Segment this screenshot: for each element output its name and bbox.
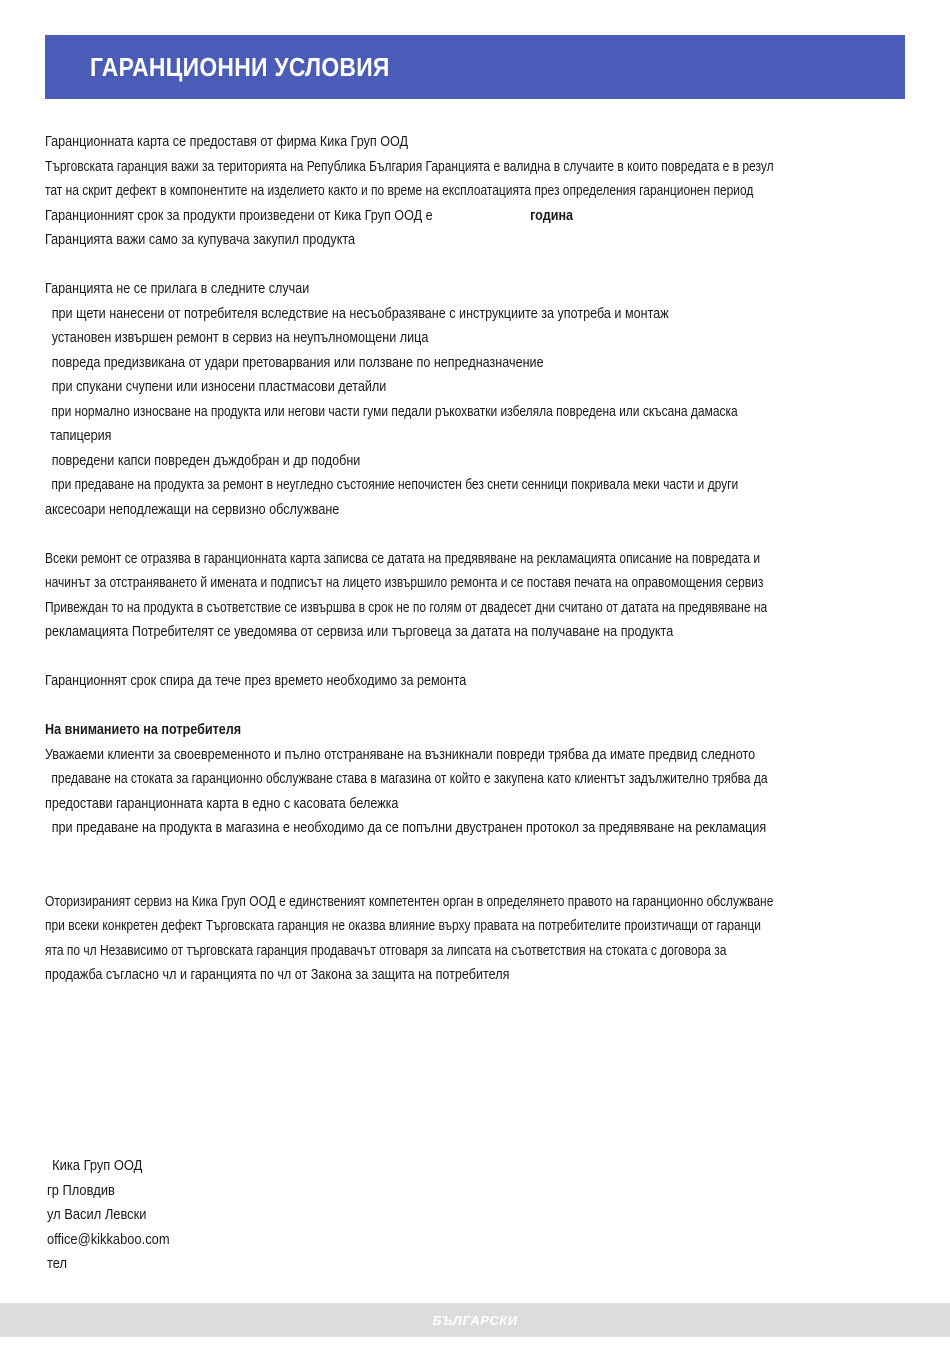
exclusion-item: при предаване на продукта за ремонт в неугледно състояние непочистен без снети сенници покривала меки части и други bbox=[51, 476, 739, 493]
repairs-line: Привеждан то на продукта в съответствие се извършва в срок не по голям от двадесет дни считано от датата на предявяване на bbox=[45, 598, 768, 616]
exclusion-item: аксесоари неподлежащи на сервизно обслужване bbox=[45, 500, 340, 518]
attention-line: при предаване на продукта в магазина е необходимо да се попълни двустранен протокол за предявяване на рекламация bbox=[51, 819, 767, 836]
exclusion-item: повредени капси повреден дъждобран и др подобни bbox=[51, 451, 361, 469]
repairs-line: рекламацията Потребителят се уведомява от сервиза или търговеца за датата на получаване на продукта bbox=[45, 623, 674, 640]
attention-line: Уважаеми клиенти за своевременното и пълно отстраняване на възникнали повреди трябва да имате предвид следното bbox=[45, 745, 756, 763]
attention-heading: На вниманието на потребителя bbox=[45, 721, 242, 738]
company-phone: тел bbox=[47, 1255, 68, 1272]
company-street: ул Васил Левски bbox=[47, 1206, 147, 1223]
intro-line: Търговската гаранция важи за територията на Република България Гаранцията е валидна в случаите в които повредата е в резул bbox=[45, 157, 774, 175]
company-email[interactable]: office@kikkaboo.com bbox=[47, 1230, 170, 1248]
exclusion-item: при спукани счупени или износени пластмасови детайли bbox=[51, 378, 387, 395]
warranty-period-line bbox=[45, 204, 767, 229]
service-line: ята по чл Независимо от търговската гаранция продавачът отговаря за липсата на съответствия на стоката с договора за bbox=[45, 941, 727, 959]
intro-line: Гаранционната карта се предоставя от фирма Кика Груп ООД bbox=[45, 133, 409, 150]
period-stop-line: Гаранционнят срок спира да тече през времето необходимо за ремонта bbox=[45, 672, 467, 689]
header-bar bbox=[45, 35, 905, 99]
service-line: Оторизираният сервиз на Кика Груп ООД е единственият компетентен орган в определянето правото на гаранционно обслужване bbox=[45, 892, 774, 910]
language-label: БЪЛГАРСКИ bbox=[432, 1312, 518, 1328]
intro-line: Гаранцията важи само за купувача закупил продукта bbox=[45, 231, 355, 248]
warranty-period-text: Гаранционният срок за продукти произведени от Кика Груп ООД е bbox=[45, 206, 433, 224]
exclusion-item: тапицерия bbox=[50, 427, 112, 444]
exclusion-item: при нормално износване на продукта или негови части гуми педали ръкохватки избеляла повредена или скъсана дамаска bbox=[51, 402, 738, 420]
attention-line: предостави гаранционната карта в едно с касовата бележка bbox=[45, 794, 399, 812]
company-name: Кика Груп ООД bbox=[52, 1157, 143, 1174]
repairs-line: начинът за отстраняването й имената и подписът на лицето извършило ремонта и се поставя печата на оправомощения сервиз bbox=[45, 574, 764, 591]
service-line: продажба съгласно чл и гаранцията по чл от Закона за защита на потребителя bbox=[45, 966, 510, 983]
exclusion-item: при щети нанесени от потребителя вследствие на несъобразяване с инструкциите за употреба и монтаж bbox=[51, 304, 669, 322]
page-title: ГАРАНЦИОННИ УСЛОВИЯ bbox=[90, 51, 390, 82]
company-address bbox=[47, 1154, 190, 1277]
attention-line: предаване на стоката за гаранционно обслужване става в магазина от който е закупена като клиентът задължително трябва да bbox=[51, 770, 768, 787]
service-line: при всеки конкретен дефект Търговската гаранция не оказва влияние върху правата на потребителите произтичащи от гаранци bbox=[45, 917, 761, 934]
exclusion-item: установен извършен ремонт в сервиз на неупълномощени лица bbox=[51, 329, 429, 346]
exclusion-item: повреда предизвикана от удари претоварвания или ползване по непредназначение bbox=[51, 353, 544, 371]
company-city: гр Пловдив bbox=[47, 1181, 115, 1199]
warranty-text bbox=[45, 130, 905, 988]
exclusions-heading: Гаранцията не се прилага в следните случаи bbox=[45, 280, 310, 297]
footer-bar bbox=[0, 1303, 950, 1337]
intro-line: тат на скрит дефект в компонентите на изделието както и по време на експлоатацията през определения гаранционен период bbox=[45, 182, 754, 199]
repairs-line: Всеки ремонт се отразява в гаранционната карта записва се датата на предявяване на рекламацията описание на повредата и bbox=[45, 549, 761, 567]
warranty-period-unit: година bbox=[530, 206, 574, 224]
